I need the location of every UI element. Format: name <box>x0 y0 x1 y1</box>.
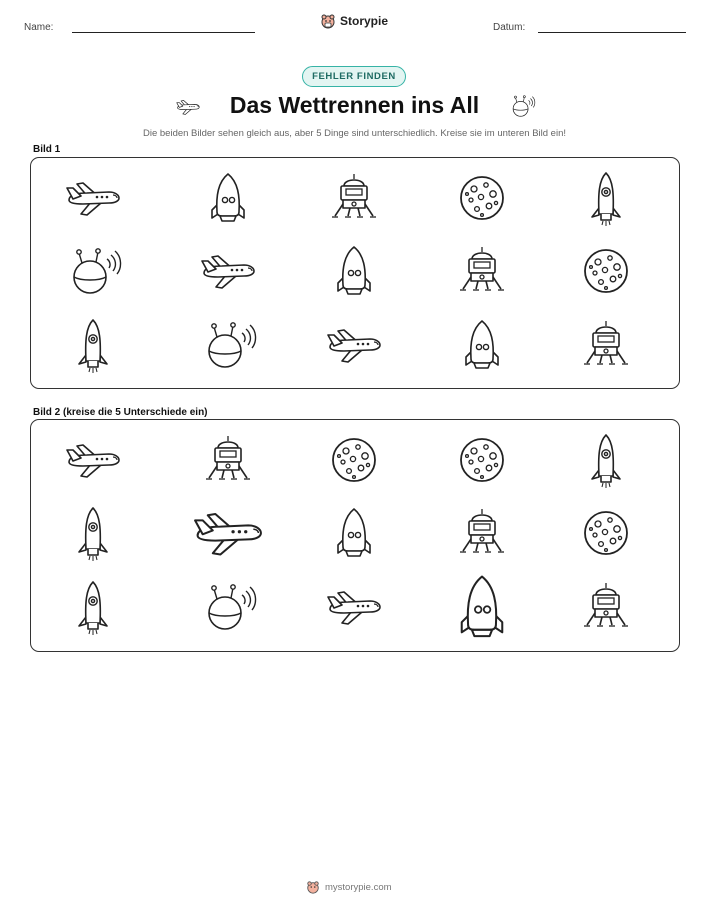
moon-icon[interactable] <box>452 430 512 490</box>
plane-icon[interactable] <box>324 577 384 637</box>
storypie-logo-icon <box>306 880 320 894</box>
instructions: Die beiden Bilder sehen gleich aus, aber 5 Dinge sind unterschiedlich. Kreise sie im unteren Bild ein! <box>143 128 566 139</box>
rocket-icon[interactable] <box>576 430 636 490</box>
moon-icon[interactable] <box>576 503 636 563</box>
page-title: Das Wettrennen ins All <box>229 92 480 118</box>
satellite-icon[interactable] <box>198 577 258 637</box>
satellite-icon <box>198 315 258 375</box>
capsule-rocket-icon <box>198 168 258 228</box>
moon-icon <box>452 168 512 228</box>
picture2-label: Bild 2 (kreise die 5 Unterschiede ein) <box>33 407 208 418</box>
plane-icon <box>198 241 258 301</box>
picture1-panel <box>30 157 680 389</box>
lunar-lander-icon[interactable] <box>576 577 636 637</box>
capsule-rocket-icon <box>324 241 384 301</box>
plane-icon <box>63 168 123 228</box>
satellite-icon <box>506 92 538 125</box>
satellite-icon <box>63 241 123 301</box>
lunar-lander-icon <box>324 168 384 228</box>
name-line[interactable] <box>72 32 255 33</box>
brand-name: Storypie <box>340 14 389 28</box>
capsule-rocket-icon <box>452 315 512 375</box>
lunar-lander-icon <box>576 315 636 375</box>
footer <box>306 880 392 894</box>
category-badge: FEHLER FINDEN <box>302 66 406 87</box>
lunar-lander-icon <box>452 241 512 301</box>
name-label: Name: <box>24 22 54 33</box>
lunar-lander-icon[interactable] <box>198 430 258 490</box>
date-line[interactable] <box>538 32 686 33</box>
moon-icon[interactable] <box>324 430 384 490</box>
date-label: Datum: <box>493 22 526 33</box>
moon-icon <box>576 241 636 301</box>
rocket-icon <box>576 168 636 228</box>
footer-url: mystorypie.com <box>325 881 392 893</box>
rocket-icon <box>63 315 123 375</box>
brand-logo <box>320 13 388 29</box>
picture2-panel[interactable] <box>30 419 680 652</box>
rocket-icon[interactable] <box>63 577 123 637</box>
plane-icon[interactable] <box>190 495 266 571</box>
capsule-rocket-icon[interactable] <box>444 569 520 645</box>
rocket-icon[interactable] <box>63 503 123 563</box>
capsule-rocket-icon[interactable] <box>324 503 384 563</box>
picture1-label: Bild 1 <box>33 144 61 155</box>
storypie-logo-icon <box>320 13 336 29</box>
plane-icon[interactable] <box>63 430 123 490</box>
lunar-lander-icon[interactable] <box>452 503 512 563</box>
plane-icon <box>324 315 384 375</box>
